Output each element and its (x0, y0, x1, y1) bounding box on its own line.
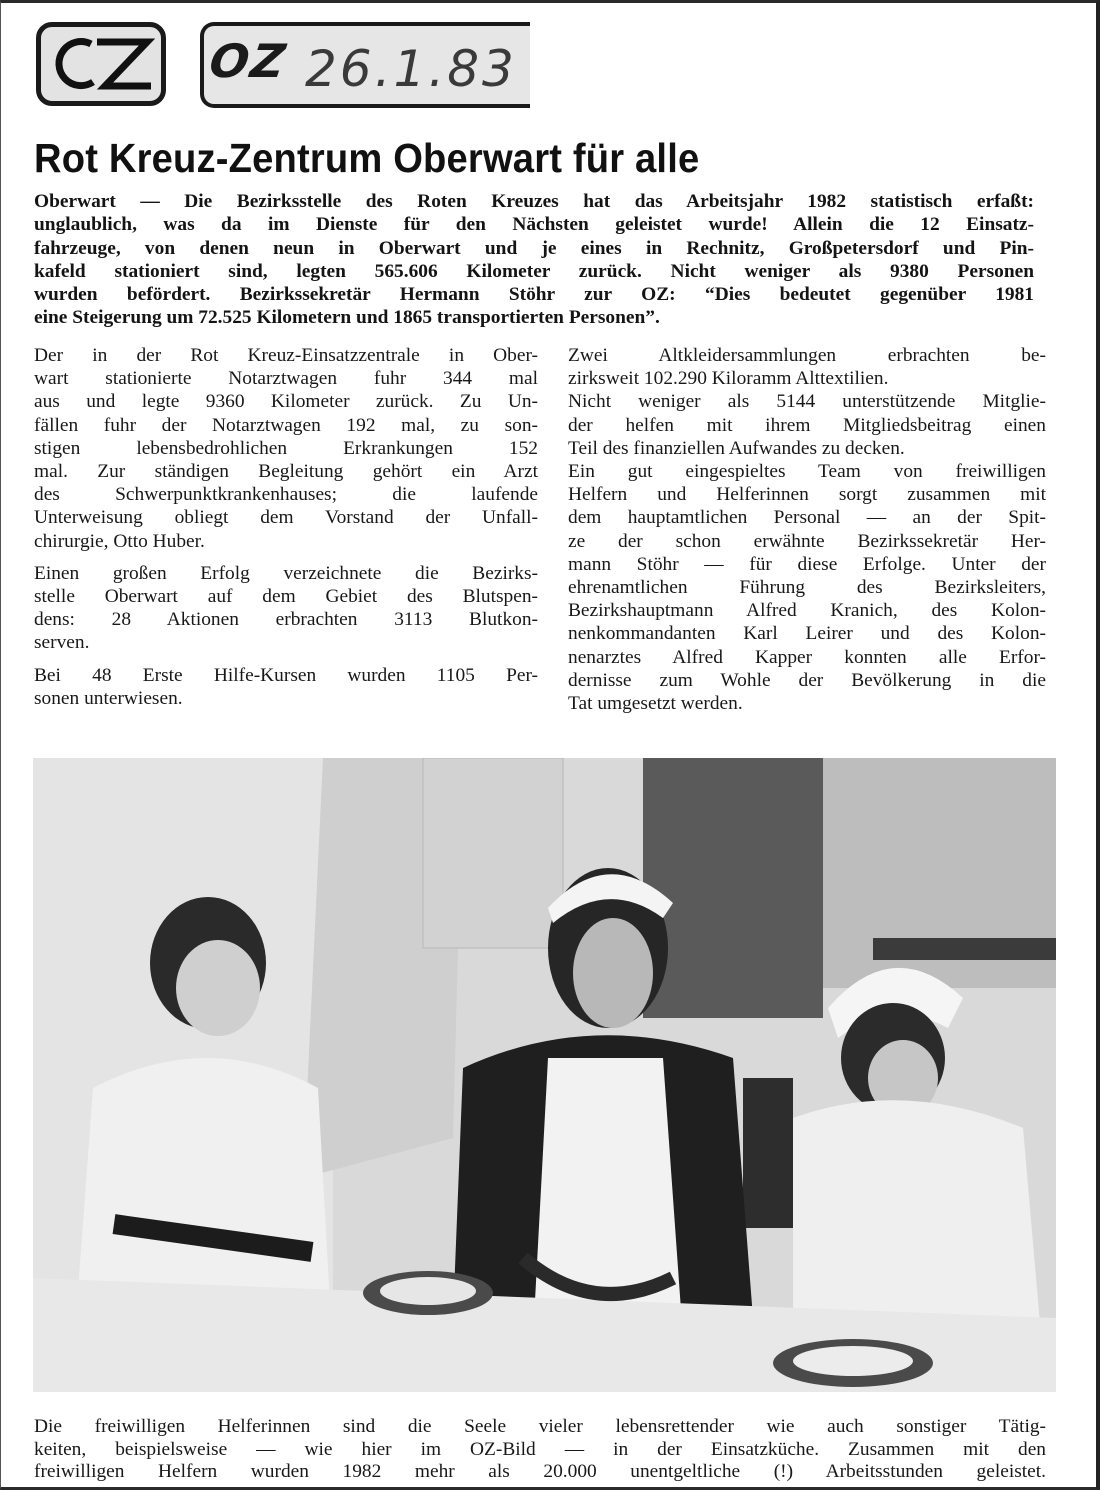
text-line: chirurgie, Otto Huber. (34, 530, 205, 552)
text-line: Teil des finanziellen Aufwandes zu decken. (568, 437, 905, 459)
left-column (34, 344, 538, 719)
text-line: der helfen mit ihrem Mitgliedsbeitrag einen (568, 414, 1046, 436)
text-line: sonen unterwiesen. (34, 687, 183, 709)
text-line: Der in der Rot Kreuz-Einsatzzentrale in Ober- (34, 345, 538, 366)
text-line: Tat umgesetzt werden. (568, 693, 743, 715)
text-line: aus und legte 9360 Kilometer zurück. Zu Un- (34, 391, 538, 413)
article-photo (33, 758, 1056, 1392)
text-line: dem hauptamtlichen Personal — an der Spit- (568, 507, 1046, 529)
text-line: ze der schon erwähnte Bezirkssekretär Her- (568, 530, 1046, 552)
lead-line: eine Steigerung um 72.525 Kilometern und 1865 transportierten Personen”. (34, 307, 660, 329)
paragraph-clothing-collection (568, 344, 1046, 390)
text-line: mal. Zur ständigen Begleitung gehört ein Arzt (34, 461, 538, 483)
text-line: wart stationierte Notarztwagen fuhr 344 mal (34, 368, 538, 390)
lead-line: kafeld stationiert sind, legten 565.606 Kilometer zurück. Nicht weniger als 9380 Personen (34, 260, 1034, 282)
paragraph-team (568, 460, 1046, 715)
text-line: Zwei Altkleidersammlungen erbrachten be- (568, 345, 1046, 366)
paragraph-emergency-vehicle (34, 344, 538, 553)
text-line: Bezirkshauptmann Alfred Kranich, des Kolon- (568, 600, 1046, 622)
text-line: Unterweisung obliegt dem Vorstand der Unfall- (34, 507, 538, 529)
text-line: dens: 28 Aktionen erbrachten 3113 Blutkon- (34, 609, 538, 631)
oz-logo (36, 22, 166, 106)
paragraph-members (568, 390, 1046, 460)
lead-line: wurden befördert. Bezirkssekretär Hermann Stöhr zur OZ: “Dies bedeutet gegenüber 1981 (34, 284, 1034, 306)
oz-logo-icon (47, 32, 155, 96)
text-line: Ein gut eingespieltes Team von freiwilligen (568, 461, 1046, 483)
lead-line: unglaublich, was da im Dienste für den Nächsten geleistet wurde! Allein die 12 Einsatz- (34, 214, 1034, 236)
photo-caption (34, 1416, 1046, 1484)
lead-line: fahrzeuge, von denen neun in Oberwart und je eines in Rechnitz, Großpetersdorf und Pin- (34, 237, 1034, 259)
text-line: dernisse zum Wohle der Bevölkerung in die (568, 669, 1046, 691)
text-line: des Schwerpunktkrankenhauses; die laufende (34, 484, 538, 506)
text-line: Helfern und Helferinnen sorgt zusammen mit (568, 484, 1046, 506)
text-line: Einen großen Erfolg verzeichnete die Bezirks- (34, 562, 538, 584)
text-line: serven. (34, 632, 90, 654)
caption-line: keiten, beispielsweise — wie hier im OZ-Bild — in der Einsatzküche. Zusammen mit den (34, 1438, 1046, 1460)
paragraph-first-aid (34, 664, 538, 710)
text-line: nenarztes Alfred Kapper konnten alle Erfor- (568, 646, 1046, 668)
text-line: stigen lebensbedrohlichen Erkrankungen 152 (34, 437, 538, 459)
caption-line: freiwilligen Helfern wurden 1982 mehr als 20.000 unentgeltliche (!) Arbeitsstunden geleistet. (34, 1461, 1046, 1482)
text-line: fällen fuhr der Notarztwagen 192 mal, zu son- (34, 414, 538, 436)
lead-paragraph (34, 190, 1034, 330)
headline: Rot Kreuz-Zentrum Oberwart für alle (34, 135, 700, 181)
photo-image (33, 758, 1056, 1392)
text-line: ehrenamtlichen Führung des Bezirksleiters, (568, 577, 1046, 599)
text-line: Bei 48 Erste Hilfe-Kursen wurden 1105 Per- (34, 664, 538, 686)
text-line: stelle Oberwart auf dem Gebiet des Blutspen- (34, 586, 538, 608)
right-column (568, 344, 1046, 715)
text-line: zirksweit 102.290 Kiloramm Alttextilien. (568, 368, 889, 390)
handwritten-date: 26.1.83 (305, 40, 517, 98)
lead-line: Oberwart — Die Bezirksstelle des Roten Kreuzes hat das Arbeitsjahr 1982 statistisch erfaßt: (34, 191, 1034, 212)
paragraph-blood-donation (34, 562, 538, 655)
text-line: mann Stöhr — für diese Erfolge. Unter der (568, 553, 1046, 575)
caption-line: Die freiwilligen Helferinnen sind die Seele vieler lebensrettender wie auch sonstiger Tätig- (34, 1416, 1046, 1437)
handwritten-source: OZ (206, 34, 291, 88)
text-line: nenkommandanten Karl Leirer und des Kolon- (568, 623, 1046, 645)
text-line: Nicht weniger als 5144 unterstützende Mitglie- (568, 391, 1046, 413)
